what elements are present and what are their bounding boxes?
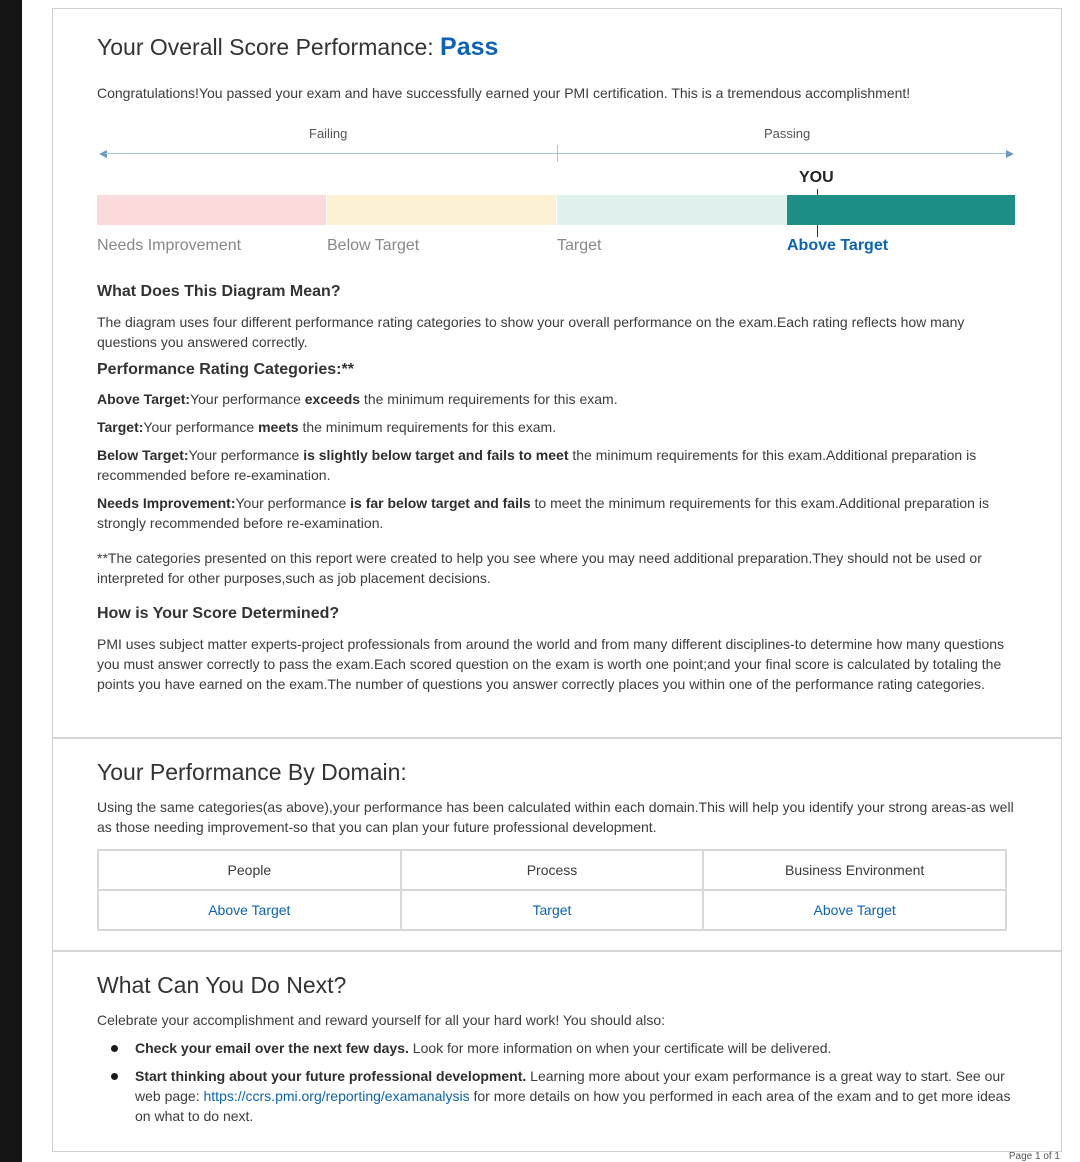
rating-below-bold: is slightly below target and fails to meet [303, 447, 569, 463]
next-item1-bold: Check your email over the next few days. [135, 1040, 409, 1056]
next-item2-text-b: for more details on how you performed in each area of the exam and to get more ideas on what to do next. [135, 1088, 1011, 1124]
rating-target-bold: meets [258, 419, 299, 435]
domain-header-row [98, 850, 1006, 890]
category-label-above-target: Above Target [787, 237, 889, 254]
category-label-below-target: Below Target [327, 237, 420, 254]
rating-needs-post: to meet the minimum requirements for this exam.Additional preparation is strongly recommended before re-examination. [97, 495, 989, 531]
overall-result: Pass [440, 33, 499, 61]
diagram-meaning-heading: What Does This Diagram Mean? [97, 283, 341, 300]
rating-above-bold: exceeds [304, 391, 361, 407]
list-item [97, 1066, 1027, 1126]
diagram-meaning-text: The diagram uses four different performance rating categories to show your overall performance on the exam.Each rating reflects how many questions you answered correctly. [97, 314, 965, 350]
domain-heading: Your Performance By Domain: [97, 759, 407, 785]
domain-header-people: People [98, 850, 401, 890]
failing-label: Failing [309, 126, 348, 141]
next-item1-text: Look for more information on when your certificate will be delivered. [408, 1040, 832, 1056]
next-item2-text-a: Learning more about your exam performance is a great way to start. See our web page: [135, 1068, 1005, 1104]
rating-above-label: Above Target: [97, 391, 191, 407]
next-steps-list [97, 1038, 1027, 1134]
category-label-needs-improvement: Needs Improvement [97, 237, 242, 254]
domain-rating-row [98, 890, 1006, 930]
rating-needs-bold: is far below target and fails [350, 495, 531, 511]
domain-header-process: Process [401, 850, 704, 890]
domain-rating-process: Target [401, 890, 704, 930]
segment-target [557, 195, 787, 225]
categories-footnote: **The categories presented on this report were created to help you see where you may need additional preparation.They should not be used or interpreted for other purposes,such as job placement decisions. [97, 550, 982, 586]
exam-analysis-link[interactable]: https://ccrs.pmi.org/reporting/examanalysis [203, 1088, 470, 1104]
rating-needs-improvement [97, 493, 1027, 533]
axis-line [105, 153, 1007, 154]
rating-below-label: Below Target: [97, 447, 189, 463]
rating-below-target [97, 445, 1017, 485]
score-determined-text: PMI uses subject matter experts-project professionals from around the world and from many different disciplines-to determine how many questions you must answer correctly to pass the exam.Each scored question on the exam is worth one point;and your final score is calculated by totaling the points you have earned on the exam.The number of questions you answer correctly places you within one of the performance rating categories. [97, 636, 1005, 692]
domain-rating-business: Above Target [703, 890, 1006, 930]
bullet-icon [111, 1045, 118, 1052]
axis-right-arrow-icon [1006, 150, 1014, 158]
bullet-icon [111, 1073, 118, 1080]
rating-above-target [97, 389, 1027, 409]
section-divider [53, 737, 1061, 739]
next-intro: Celebrate your accomplishment and reward yourself for all your hard work! You should also: [97, 1012, 666, 1028]
section-divider [53, 950, 1061, 952]
passing-label: Passing [764, 126, 811, 141]
domain-rating-people: Above Target [98, 890, 401, 930]
overall-title [97, 33, 498, 62]
rating-above-pre: Your performance [190, 391, 305, 407]
segment-above-target [787, 195, 1015, 225]
rating-below-post: the minimum requirements for this exam.Additional preparation is recommended before re-examination. [97, 447, 977, 483]
next-heading: What Can You Do Next? [97, 972, 347, 998]
rating-above-post: the minimum requirements for this exam. [360, 391, 618, 407]
rating-target-post: the minimum requirements for this exam. [298, 419, 557, 435]
segment-needs-improvement [97, 195, 326, 225]
axis-left-arrow-icon [99, 150, 107, 158]
congrats-text: Congratulations!You passed your exam and have successfully earned your PMI certification. This is a tremendous accomplishment! [97, 85, 911, 101]
rating-target-label: Target: [97, 419, 144, 435]
axis-midpoint-tick [557, 145, 558, 162]
rating-below-pre: Your performance [188, 447, 304, 463]
overall-title-prefix: Your Overall Score Performance: [97, 34, 434, 60]
list-item [97, 1038, 1027, 1058]
category-label-target: Target [557, 237, 602, 254]
left-dark-strip [0, 0, 22, 1162]
page-number: Page 1 of 1 [1008, 1151, 1060, 1162]
score-determined-heading: How is Your Score Determined? [97, 605, 340, 622]
you-label: YOU [799, 169, 834, 186]
domain-table [97, 849, 1007, 931]
domain-header-business: Business Environment [703, 850, 1006, 890]
rating-categories-heading: Performance Rating Categories:** [97, 361, 354, 378]
rating-needs-label: Needs Improvement: [97, 495, 236, 511]
segment-below-target [327, 195, 556, 225]
rating-target [97, 417, 1027, 437]
domain-intro: Using the same categories(as above),your performance has been calculated within each domain.This will help you identify your strong areas-as well as those needing improvement-so that you can plan your future professional development. [97, 799, 1014, 835]
rating-needs-pre: Your performance [235, 495, 351, 511]
next-item2-bold: Start thinking about your future professional development. [135, 1068, 527, 1084]
score-report-page [52, 8, 1062, 1152]
rating-target-pre: Your performance [143, 419, 259, 435]
